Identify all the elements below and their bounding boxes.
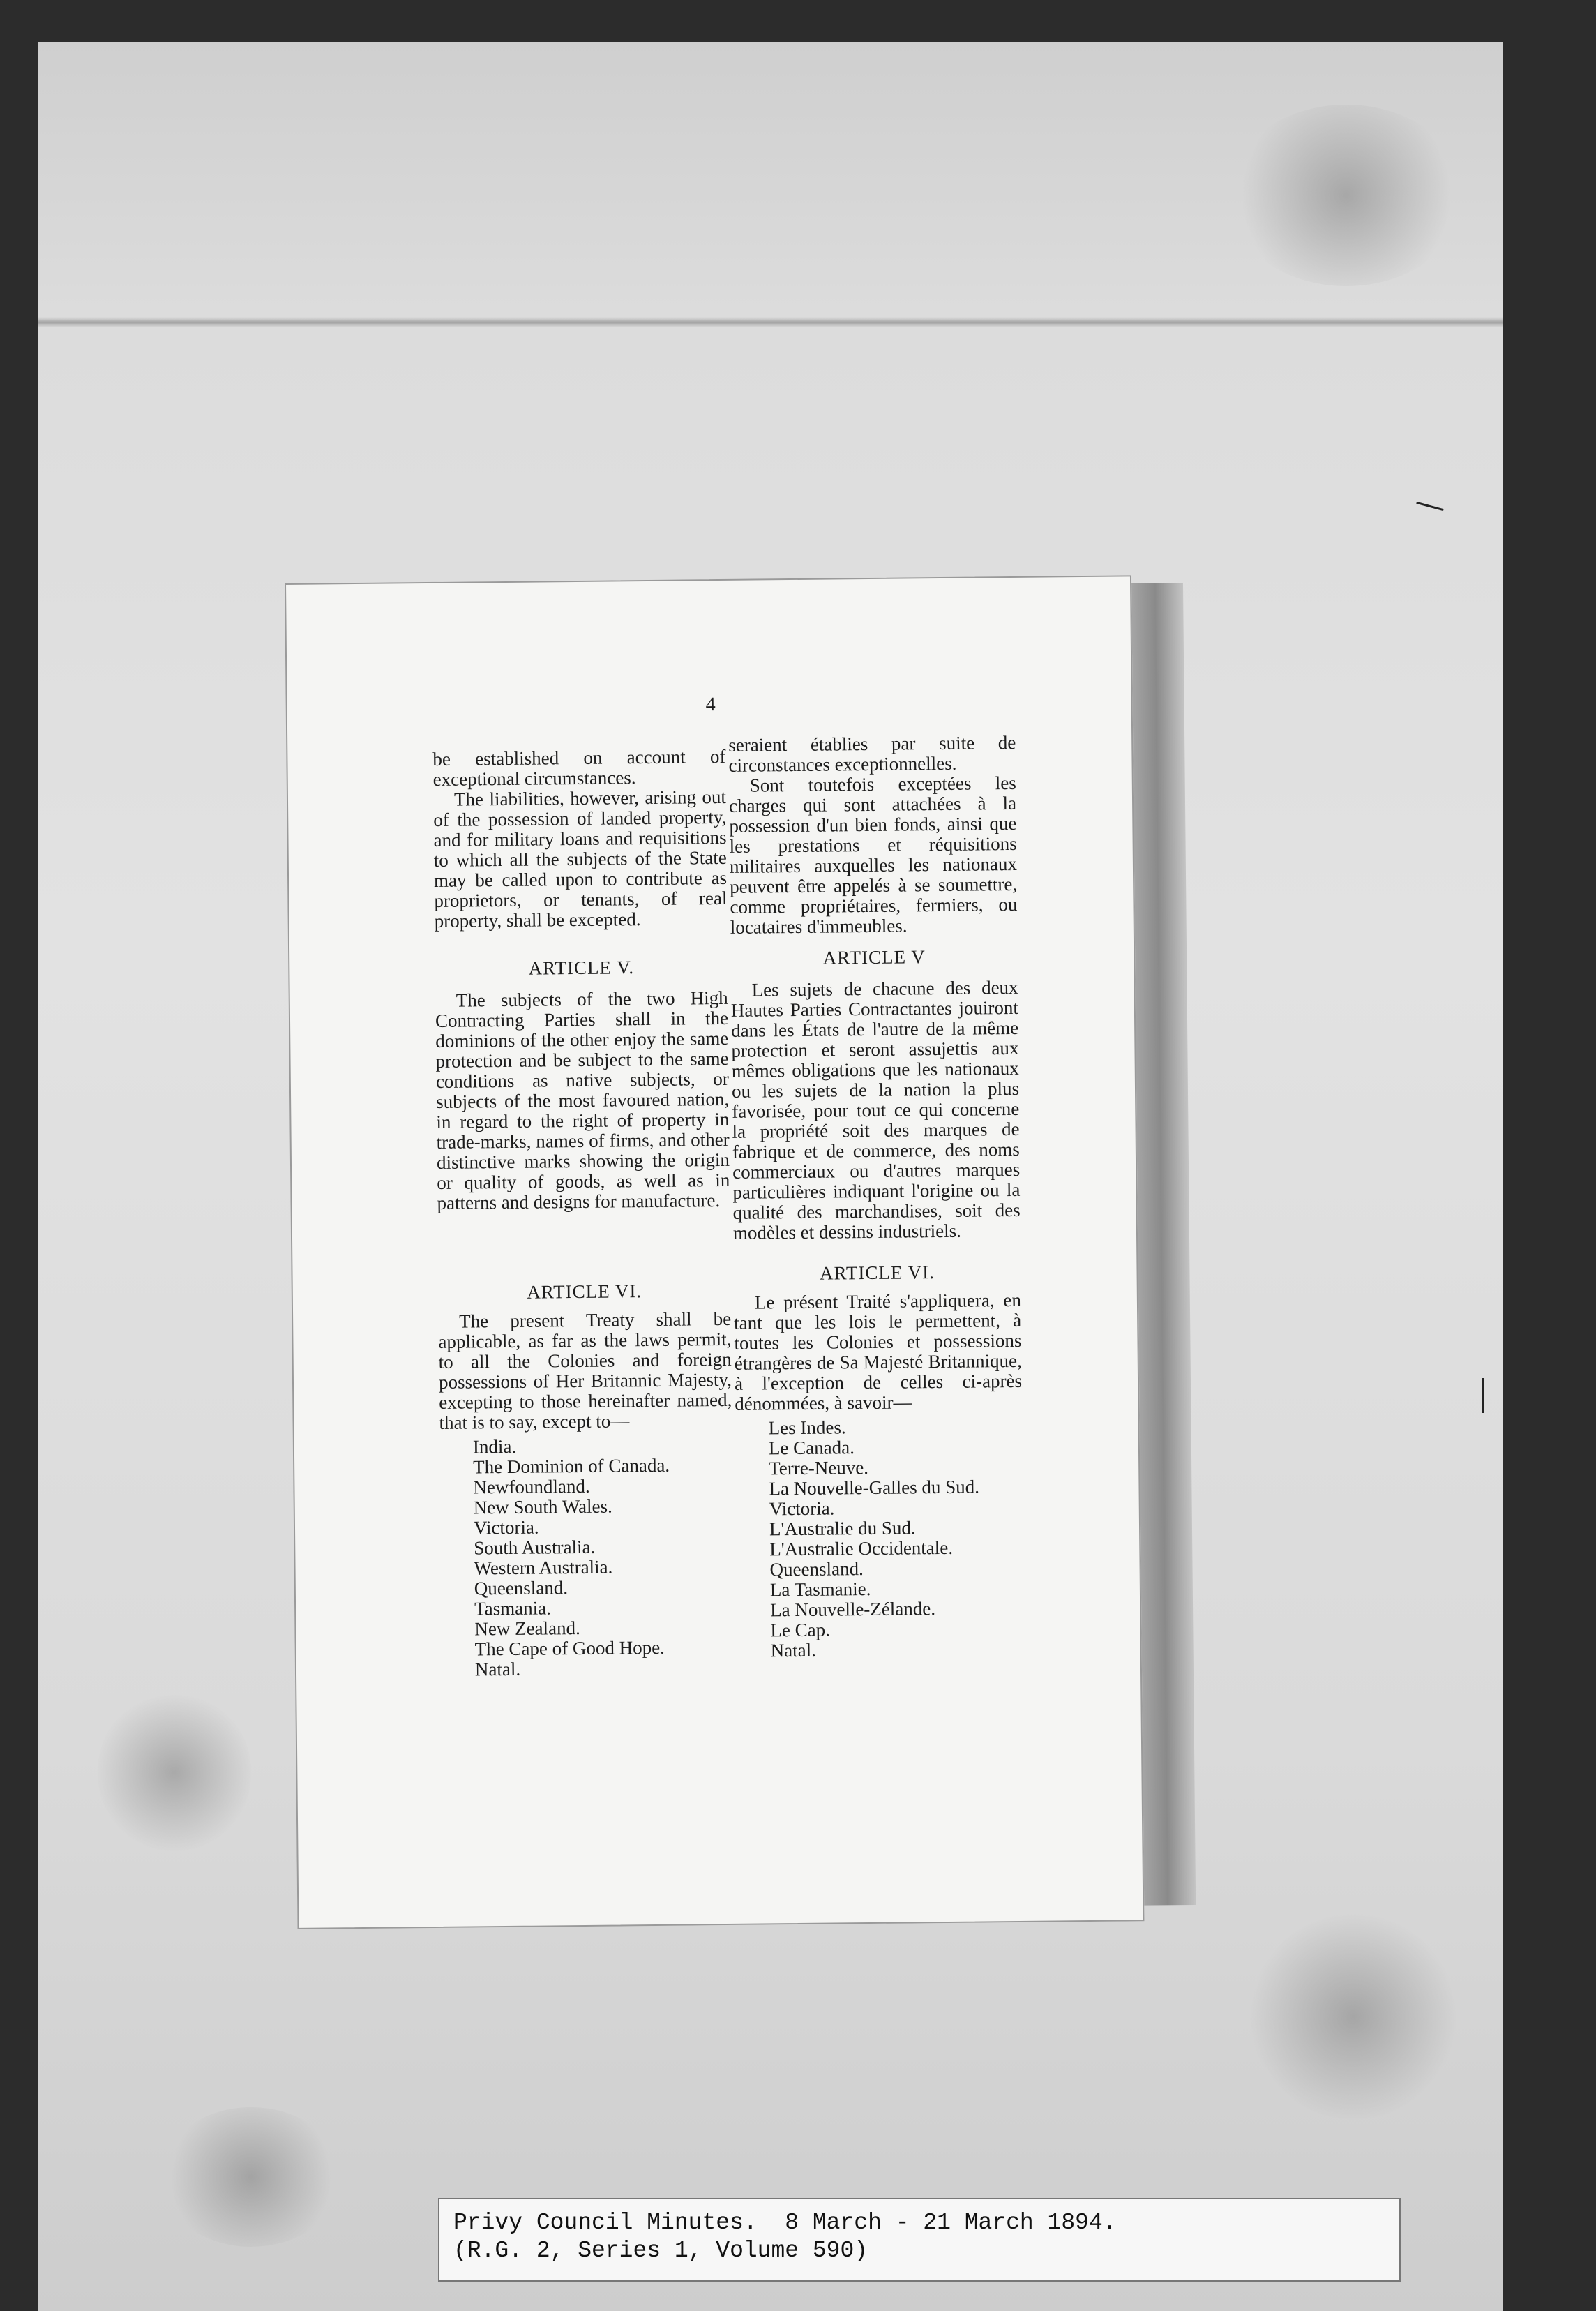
english-article-5-text: The subjects of the two High Contracting Parties shall in the dominions of the other enjoy the same protection and be subject to the same conditions as native subjects, or subjects of the most favoured nation, in regard to the right of property in trade-marks, names of firms, and other distinctive marks showing the origin or quality of goods, as well as in patterns and designs for manufacture. (435, 987, 730, 1213)
list-item: Western Australia. (474, 1556, 613, 1579)
list-item: Victoria. (769, 1497, 835, 1520)
list-item: Queensland. (474, 1577, 569, 1599)
english-continuation: be established on account of exceptional circumstances. (432, 745, 726, 790)
english-excluded-places (439, 1435, 735, 1680)
smudge (1249, 1912, 1458, 2121)
margin-mark (1482, 1378, 1484, 1413)
french-excluded-places (735, 1416, 1025, 1661)
french-column (728, 733, 1025, 1661)
english-article-6-text: The present Treaty shall be applicable, as far as the laws permit, to all the Colonies and foreign possessions of Her Britannic Majesty, excepting to those hereinafter named, that is to say, except to— (438, 1308, 732, 1433)
list-item: Victoria. (473, 1516, 539, 1539)
list-item: Natal. (474, 1658, 521, 1680)
smudge (1228, 105, 1465, 286)
french-article-5-heading: ARTICLE V (822, 946, 926, 968)
list-item: La Nouvelle-Zélande. (770, 1598, 936, 1621)
french-article-5-text: Les sujets de chacune des deux Hautes Parties Contractantes jouiront dans les États de l'autre de la même protection et seront assujettis aux mêmes obligations que les nationaux ou les sujets de la nation la plus favorisée, pour tout ce qui concerne la propriété soit des marques de fabrique et de commerce, des noms commerciaux ou d'autres marques particulières indiquant l'origine ou la qualité des marchandises, soit des modèles et dessins industriels. (730, 976, 1021, 1243)
list-item: Tasmania. (474, 1597, 552, 1620)
french-exceptions-paragraph: Sont toutefois exceptées les charges qui sont attachées à la possession d'un bien fonds, ainsi que les prestations et réquisitions militaires auxquelles les nationaux peuvent être appelés à se soumettre, comme propriétaires, fermiers, ou locataires d'immeubles. (728, 772, 1018, 938)
english-liabilities-paragraph: The liabilities, however, arising out of the possession of landed property, and for military loans and requisitions to which all the subjects of the State may be called upon to contribute as proprietors, or tenants, of real property, shall be excepted. (433, 786, 728, 932)
list-item: Terre-Neuve. (769, 1457, 869, 1479)
list-item: New South Wales. (473, 1495, 612, 1518)
english-article-5-heading: ARTICLE V. (528, 957, 635, 979)
scan-shadow-band (38, 317, 1503, 327)
list-item: New Zealand. (474, 1617, 580, 1640)
list-item: Queensland. (769, 1558, 864, 1580)
smudge (160, 2107, 342, 2247)
list-item: Les Indes. (768, 1416, 846, 1439)
list-item: L'Australie du Sud. (769, 1517, 916, 1540)
archive-label (438, 2198, 1401, 2282)
smudge (98, 1689, 251, 1856)
page-number: 4 (705, 694, 716, 716)
list-item: South Australia. (474, 1536, 596, 1559)
list-item: The Dominion of Canada. (473, 1454, 670, 1478)
list-item: Newfoundland. (473, 1475, 590, 1498)
english-article-6-heading: ARTICLE VI. (527, 1280, 642, 1303)
archive-label-line-2: (R.G. 2, Series 1, Volume 590) (453, 2238, 868, 2264)
list-item: The Cape of Good Hope. (474, 1636, 665, 1660)
archive-label-line-1: Privy Council Minutes. 8 March - 21 March 1894. (453, 2210, 1117, 2236)
list-item: Natal. (770, 1639, 817, 1661)
list-item: L'Australie Occidentale. (769, 1536, 954, 1560)
list-item: La Nouvelle-Galles du Sud. (769, 1476, 980, 1499)
list-item: La Tasmanie. (769, 1578, 871, 1601)
list-item: Le Canada. (768, 1437, 855, 1459)
list-item: Le Cap. (770, 1619, 831, 1641)
french-article-6-heading: ARTICLE VI. (819, 1262, 935, 1284)
french-article-6-text: Le présent Traité s'appliquera, en tant que les lois le permettent, à toutes les Colonies et possessions étrangères de Sa Majesté Britannique, à l'exception de celles ci-après dénommées, à savoir— (734, 1289, 1023, 1414)
document-page (285, 575, 1144, 1929)
list-item: India. (472, 1435, 517, 1458)
french-continuation: seraient établies par suite de circonstances exceptionnelles. (728, 731, 1016, 776)
english-column (432, 747, 735, 1680)
